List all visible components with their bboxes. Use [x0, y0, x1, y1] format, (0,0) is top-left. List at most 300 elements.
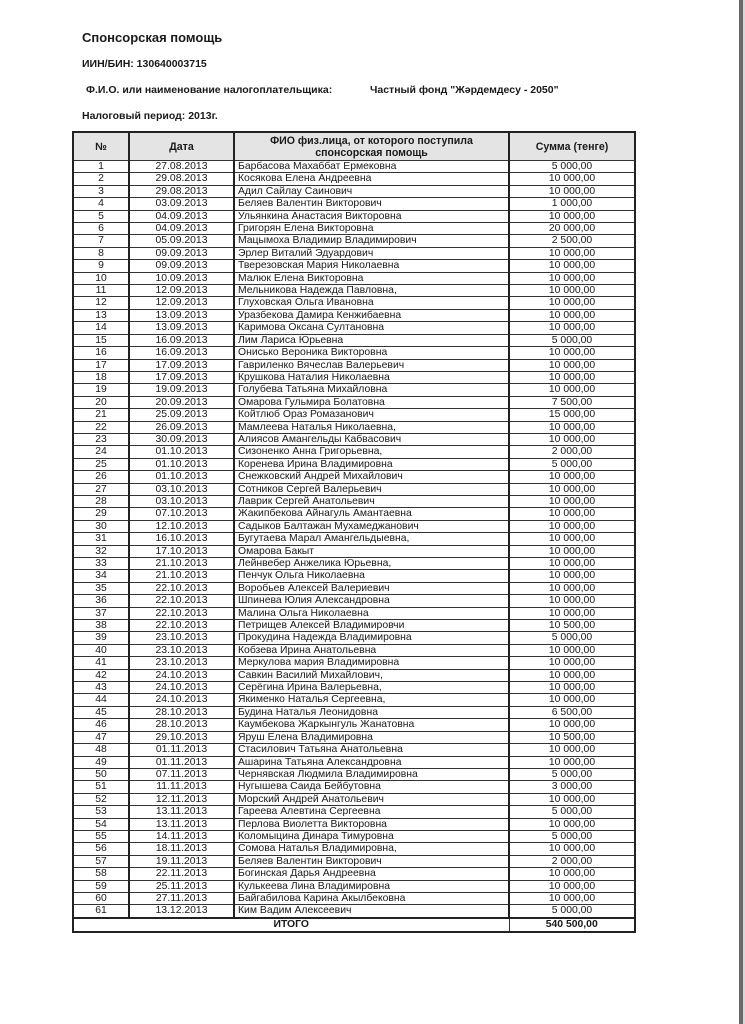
row-name: Эрлер Виталий Эдуардович — [234, 247, 509, 259]
row-name: Уразбекова Дамира Кенжибаевна — [234, 309, 509, 321]
row-date: 22.10.2013 — [129, 582, 234, 594]
row-amount: 10 000,00 — [509, 359, 635, 371]
row-amount: 10 000,00 — [509, 421, 635, 433]
row-number: 32 — [73, 545, 129, 557]
row-number: 49 — [73, 756, 129, 768]
row-name: Меркулова мария Владимировна — [234, 657, 509, 669]
row-amount: 10 000,00 — [509, 682, 635, 694]
table-row — [73, 892, 635, 904]
row-amount: 2 000,00 — [509, 446, 635, 458]
table-row — [73, 471, 635, 483]
table-row — [73, 607, 635, 619]
row-number: 2 — [73, 173, 129, 185]
row-date: 16.09.2013 — [129, 334, 234, 346]
table-row — [73, 483, 635, 495]
row-name: Серёгина Ирина Валерьевна, — [234, 682, 509, 694]
table-row — [73, 632, 635, 644]
row-date: 05.09.2013 — [129, 235, 234, 247]
row-date: 03.10.2013 — [129, 483, 234, 495]
row-name: Петрищев Алексей Владимировчи — [234, 620, 509, 632]
row-number: 18 — [73, 371, 129, 383]
row-name: Онисько Вероника Викторовна — [234, 347, 509, 359]
row-amount: 2 500,00 — [509, 235, 635, 247]
row-amount: 5 000,00 — [509, 334, 635, 346]
row-date: 09.09.2013 — [129, 247, 234, 259]
table-row — [73, 595, 635, 607]
row-date: 13.12.2013 — [129, 905, 234, 918]
row-number: 37 — [73, 607, 129, 619]
row-number: 25 — [73, 458, 129, 470]
row-name: Яруш Елена Владимировна — [234, 731, 509, 743]
row-date: 28.10.2013 — [129, 706, 234, 718]
row-amount: 10 000,00 — [509, 471, 635, 483]
row-name: Бугутаева Марал Амангельдыевна, — [234, 533, 509, 545]
row-name: Нугышева Саида Бейбутовна — [234, 781, 509, 793]
row-amount: 10 000,00 — [509, 520, 635, 532]
row-amount: 10 000,00 — [509, 508, 635, 520]
table-row — [73, 719, 635, 731]
table-row — [73, 558, 635, 570]
row-number: 27 — [73, 483, 129, 495]
row-number: 16 — [73, 347, 129, 359]
table-row — [73, 843, 635, 855]
row-amount: 10 000,00 — [509, 607, 635, 619]
row-amount: 10 000,00 — [509, 309, 635, 321]
row-amount: 10 000,00 — [509, 247, 635, 259]
row-number: 41 — [73, 657, 129, 669]
table-row — [73, 855, 635, 867]
table-row — [73, 421, 635, 433]
row-number: 38 — [73, 620, 129, 632]
row-name: Омарова Гульмира Болатовна — [234, 396, 509, 408]
row-date: 12.10.2013 — [129, 520, 234, 532]
table-row — [73, 297, 635, 309]
row-number: 42 — [73, 669, 129, 681]
row-name: Беляев Валентин Викторович — [234, 198, 509, 210]
row-amount: 10 000,00 — [509, 322, 635, 334]
row-name: Каумбекова Жаркынгуль Жанатовна — [234, 719, 509, 731]
row-name: Малюк Елена Викторовна — [234, 272, 509, 284]
row-date: 22.10.2013 — [129, 595, 234, 607]
row-amount: 5 000,00 — [509, 632, 635, 644]
row-amount: 10 500,00 — [509, 620, 635, 632]
row-name: Коломыцина Динара Тимуровна — [234, 830, 509, 842]
row-date: 17.09.2013 — [129, 371, 234, 383]
row-number: 40 — [73, 644, 129, 656]
table-row — [73, 744, 635, 756]
row-date: 23.10.2013 — [129, 657, 234, 669]
row-date: 30.09.2013 — [129, 433, 234, 445]
row-name: Койтлюб Ораз Ромазанович — [234, 409, 509, 421]
row-number: 30 — [73, 520, 129, 532]
row-name: Чернявская Людмила Владимировна — [234, 768, 509, 780]
period-label: Налоговый период: 2013г. — [82, 110, 218, 122]
row-date: 23.10.2013 — [129, 632, 234, 644]
row-amount: 10 000,00 — [509, 260, 635, 272]
row-name: Ашарина Татьяна Александровна — [234, 756, 509, 768]
row-name: Мамлеева Наталья Николаевна, — [234, 421, 509, 433]
row-date: 12.09.2013 — [129, 297, 234, 309]
row-number: 51 — [73, 781, 129, 793]
row-number: 23 — [73, 433, 129, 445]
row-number: 31 — [73, 533, 129, 545]
row-date: 01.10.2013 — [129, 471, 234, 483]
table-row — [73, 173, 635, 185]
header-amount: Сумма (тенге) — [509, 132, 635, 161]
row-number: 21 — [73, 409, 129, 421]
row-date: 16.09.2013 — [129, 347, 234, 359]
row-date: 29.10.2013 — [129, 731, 234, 743]
row-date: 23.10.2013 — [129, 644, 234, 656]
row-name: Воробьев Алексей Валериевич — [234, 582, 509, 594]
table-row — [73, 285, 635, 297]
header-date: Дата — [129, 132, 234, 161]
table-row — [73, 371, 635, 383]
row-name: Будина Наталья Леонидовна — [234, 706, 509, 718]
table-row — [73, 409, 635, 421]
row-name: Байгабилова Карина Акылбековна — [234, 892, 509, 904]
table-row — [73, 322, 635, 334]
table-row — [73, 669, 635, 681]
row-date: 22.11.2013 — [129, 868, 234, 880]
table-row — [73, 458, 635, 470]
row-number: 56 — [73, 843, 129, 855]
row-number: 61 — [73, 905, 129, 918]
row-number: 53 — [73, 806, 129, 818]
row-name: Морский Андрей Анатольевич — [234, 793, 509, 805]
row-date: 17.10.2013 — [129, 545, 234, 557]
row-amount: 10 000,00 — [509, 185, 635, 197]
row-number: 58 — [73, 868, 129, 880]
row-number: 33 — [73, 558, 129, 570]
row-name: Каримова Оксана Султановна — [234, 322, 509, 334]
row-number: 11 — [73, 285, 129, 297]
table-row — [73, 533, 635, 545]
row-name: Сотников Сергей Валерьевич — [234, 483, 509, 495]
row-date: 19.09.2013 — [129, 384, 234, 396]
row-date: 13.11.2013 — [129, 818, 234, 830]
row-amount: 5 000,00 — [509, 161, 635, 173]
row-name: Коренева Ирина Владимировна — [234, 458, 509, 470]
row-amount: 10 000,00 — [509, 582, 635, 594]
row-date: 11.11.2013 — [129, 781, 234, 793]
row-date: 29.08.2013 — [129, 185, 234, 197]
row-amount: 10 000,00 — [509, 880, 635, 892]
row-number: 48 — [73, 744, 129, 756]
row-date: 13.09.2013 — [129, 309, 234, 321]
row-amount: 10 000,00 — [509, 173, 635, 185]
row-name: Мацымоха Владимир Владимирович — [234, 235, 509, 247]
row-number: 34 — [73, 570, 129, 582]
table-row — [73, 508, 635, 520]
row-amount: 10 000,00 — [509, 384, 635, 396]
table-row — [73, 756, 635, 768]
row-number: 36 — [73, 595, 129, 607]
row-date: 24.10.2013 — [129, 682, 234, 694]
row-number: 45 — [73, 706, 129, 718]
row-number: 29 — [73, 508, 129, 520]
row-date: 07.10.2013 — [129, 508, 234, 520]
row-date: 28.10.2013 — [129, 719, 234, 731]
sponsorship-table — [72, 131, 636, 933]
row-amount: 10 000,00 — [509, 669, 635, 681]
row-name: Якименко Наталья Сергеевна, — [234, 694, 509, 706]
row-date: 29.08.2013 — [129, 173, 234, 185]
row-amount: 10 500,00 — [509, 731, 635, 743]
row-amount: 10 000,00 — [509, 297, 635, 309]
table-row — [73, 582, 635, 594]
table-row — [73, 905, 635, 918]
row-amount: 10 000,00 — [509, 570, 635, 582]
table-row — [73, 161, 635, 173]
row-name: Богинская Дарья Андреевна — [234, 868, 509, 880]
row-date: 22.10.2013 — [129, 607, 234, 619]
table-row — [73, 657, 635, 669]
header-name: ФИО физ.лица, от которого поступила спонсорская помощь — [234, 132, 509, 161]
table-row — [73, 495, 635, 507]
row-name: Стасилович Татьяна Анатольевна — [234, 744, 509, 756]
taxpayer-value: Частный фонд "Жәрдемдесу - 2050" — [370, 84, 559, 96]
table-row — [73, 272, 635, 284]
row-name: Беляев Валентин Викторович — [234, 855, 509, 867]
row-date: 21.10.2013 — [129, 558, 234, 570]
row-number: 9 — [73, 260, 129, 272]
row-name: Омарова Бакыт — [234, 545, 509, 557]
row-name: Крушкова Наталия Николаевна — [234, 371, 509, 383]
total-value: 540 500,00 — [509, 918, 635, 932]
row-name: Лим Лариса Юрьевна — [234, 334, 509, 346]
table-row — [73, 793, 635, 805]
row-name: Алиясов Амангельды Кабвасович — [234, 433, 509, 445]
row-date: 19.11.2013 — [129, 855, 234, 867]
row-amount: 20 000,00 — [509, 223, 635, 235]
row-amount: 2 000,00 — [509, 855, 635, 867]
row-date: 09.09.2013 — [129, 260, 234, 272]
row-name: Савкин Василий Михайлович, — [234, 669, 509, 681]
row-date: 24.10.2013 — [129, 669, 234, 681]
row-number: 22 — [73, 421, 129, 433]
table-row — [73, 806, 635, 818]
iin-label: ИИН/БИН: 130640003715 — [82, 58, 207, 70]
row-number: 39 — [73, 632, 129, 644]
row-number: 44 — [73, 694, 129, 706]
table-row — [73, 768, 635, 780]
table-row — [73, 706, 635, 718]
table-row — [73, 520, 635, 532]
table-row — [73, 545, 635, 557]
table-row — [73, 223, 635, 235]
row-name: Григорян Елена Викторовна — [234, 223, 509, 235]
row-date: 18.11.2013 — [129, 843, 234, 855]
row-number: 10 — [73, 272, 129, 284]
table-row — [73, 644, 635, 656]
row-amount: 10 000,00 — [509, 818, 635, 830]
table-row — [73, 359, 635, 371]
row-date: 22.10.2013 — [129, 620, 234, 632]
row-number: 55 — [73, 830, 129, 842]
table-row — [73, 880, 635, 892]
row-name: Малина Ольга Николаевна — [234, 607, 509, 619]
row-name: Прокудина Надежда Владимировна — [234, 632, 509, 644]
row-number: 3 — [73, 185, 129, 197]
row-date: 16.10.2013 — [129, 533, 234, 545]
row-name: Барбасова Махаббат Ермековна — [234, 161, 509, 173]
total-row — [73, 918, 635, 932]
row-name: Тверезовская Мария Николаевна — [234, 260, 509, 272]
row-number: 59 — [73, 880, 129, 892]
row-name: Снежковский Андрей Михайлович — [234, 471, 509, 483]
row-date: 21.10.2013 — [129, 570, 234, 582]
table-row — [73, 620, 635, 632]
row-name: Кулькеева Лина Владимировна — [234, 880, 509, 892]
table-row — [73, 384, 635, 396]
row-name: Гареева Алевтина Сергеевна — [234, 806, 509, 818]
row-date: 12.09.2013 — [129, 285, 234, 297]
row-date: 01.10.2013 — [129, 458, 234, 470]
row-name: Перлова Виолетта Викторовна — [234, 818, 509, 830]
table-row — [73, 830, 635, 842]
row-name: Сомова Наталья Владимировна, — [234, 843, 509, 855]
table-row — [73, 818, 635, 830]
row-number: 26 — [73, 471, 129, 483]
row-amount: 10 000,00 — [509, 868, 635, 880]
row-amount: 10 000,00 — [509, 558, 635, 570]
row-number: 20 — [73, 396, 129, 408]
row-amount: 10 000,00 — [509, 371, 635, 383]
header-number: № — [73, 132, 129, 161]
table-row — [73, 570, 635, 582]
row-date: 07.11.2013 — [129, 768, 234, 780]
row-date: 17.09.2013 — [129, 359, 234, 371]
row-number: 4 — [73, 198, 129, 210]
row-name: Кобзева Ирина Анатольевна — [234, 644, 509, 656]
row-amount: 10 000,00 — [509, 892, 635, 904]
row-date: 27.08.2013 — [129, 161, 234, 173]
row-amount: 10 000,00 — [509, 644, 635, 656]
row-number: 7 — [73, 235, 129, 247]
row-date: 26.09.2013 — [129, 421, 234, 433]
total-label: ИТОГО — [73, 918, 509, 932]
row-amount: 10 000,00 — [509, 756, 635, 768]
table-row — [73, 334, 635, 346]
row-number: 15 — [73, 334, 129, 346]
row-name: Лейнвебер Анжелика Юрьевна, — [234, 558, 509, 570]
row-amount: 10 000,00 — [509, 595, 635, 607]
row-name: Сизоненко Анна Григорьевна, — [234, 446, 509, 458]
row-amount: 10 000,00 — [509, 793, 635, 805]
row-number: 60 — [73, 892, 129, 904]
row-date: 14.11.2013 — [129, 830, 234, 842]
row-number: 57 — [73, 855, 129, 867]
row-amount: 10 000,00 — [509, 694, 635, 706]
row-name: Жакипбекова Айнагуль Амантаевна — [234, 508, 509, 520]
row-number: 43 — [73, 682, 129, 694]
table-row — [73, 446, 635, 458]
row-amount: 7 500,00 — [509, 396, 635, 408]
table-row — [73, 247, 635, 259]
row-date: 25.09.2013 — [129, 409, 234, 421]
row-amount: 10 000,00 — [509, 483, 635, 495]
table-body — [73, 161, 635, 918]
table-row — [73, 347, 635, 359]
table-row — [73, 235, 635, 247]
row-name: Лаврик Сергей Анатольевич — [234, 495, 509, 507]
row-number: 19 — [73, 384, 129, 396]
table-row — [73, 694, 635, 706]
row-name: Пенчук Ольга Николаевна — [234, 570, 509, 582]
row-date: 27.11.2013 — [129, 892, 234, 904]
row-name: Ким Вадим Алексеевич — [234, 905, 509, 918]
row-amount: 5 000,00 — [509, 806, 635, 818]
row-date: 13.11.2013 — [129, 806, 234, 818]
table-row — [73, 309, 635, 321]
table-row — [73, 682, 635, 694]
row-amount: 10 000,00 — [509, 744, 635, 756]
row-number: 54 — [73, 818, 129, 830]
table-row — [73, 396, 635, 408]
row-amount: 6 500,00 — [509, 706, 635, 718]
row-amount: 10 000,00 — [509, 285, 635, 297]
table-row — [73, 433, 635, 445]
row-date: 01.11.2013 — [129, 744, 234, 756]
row-name: Адил Сайлау Саинович — [234, 185, 509, 197]
row-amount: 10 000,00 — [509, 533, 635, 545]
row-amount: 3 000,00 — [509, 781, 635, 793]
row-amount: 10 000,00 — [509, 843, 635, 855]
row-amount: 10 000,00 — [509, 657, 635, 669]
row-number: 28 — [73, 495, 129, 507]
row-amount: 5 000,00 — [509, 458, 635, 470]
row-date: 03.10.2013 — [129, 495, 234, 507]
row-date: 24.10.2013 — [129, 694, 234, 706]
row-number: 24 — [73, 446, 129, 458]
row-amount: 10 000,00 — [509, 495, 635, 507]
row-number: 1 — [73, 161, 129, 173]
row-amount: 10 000,00 — [509, 719, 635, 731]
table-row — [73, 781, 635, 793]
row-date: 20.09.2013 — [129, 396, 234, 408]
row-date: 03.09.2013 — [129, 198, 234, 210]
table-row — [73, 260, 635, 272]
row-date: 01.10.2013 — [129, 446, 234, 458]
row-number: 35 — [73, 582, 129, 594]
row-name: Голубева Татьяна Михайловна — [234, 384, 509, 396]
row-date: 01.11.2013 — [129, 756, 234, 768]
row-amount: 5 000,00 — [509, 905, 635, 918]
row-number: 14 — [73, 322, 129, 334]
row-amount: 5 000,00 — [509, 768, 635, 780]
row-amount: 1 000,00 — [509, 198, 635, 210]
row-date: 04.09.2013 — [129, 210, 234, 222]
row-number: 46 — [73, 719, 129, 731]
row-number: 50 — [73, 768, 129, 780]
table-row — [73, 210, 635, 222]
row-number: 17 — [73, 359, 129, 371]
row-date: 04.09.2013 — [129, 223, 234, 235]
row-amount: 15 000,00 — [509, 409, 635, 421]
row-date: 12.11.2013 — [129, 793, 234, 805]
row-date: 13.09.2013 — [129, 322, 234, 334]
row-name: Шпинева Юлия Александровна — [234, 595, 509, 607]
table-row — [73, 868, 635, 880]
taxpayer-label: Ф.И.О. или наименование налогоплательщика: — [86, 84, 333, 96]
row-amount: 10 000,00 — [509, 433, 635, 445]
row-amount: 5 000,00 — [509, 830, 635, 842]
row-amount: 10 000,00 — [509, 272, 635, 284]
row-amount: 10 000,00 — [509, 545, 635, 557]
row-name: Садыков Балтажан Мухамеджанович — [234, 520, 509, 532]
row-name: Гавриленко Вячеслав Валерьевич — [234, 359, 509, 371]
